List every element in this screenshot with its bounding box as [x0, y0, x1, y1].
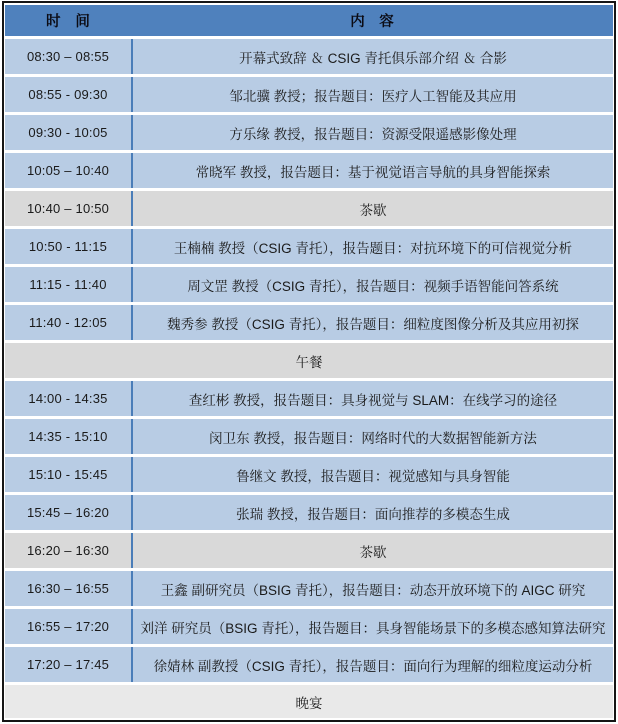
- time-cell: 15:10 - 15:45: [28, 467, 108, 482]
- content-cell: 刘洋 研究员（BSIG 青托），报告题目：具身智能场景下的多模态感知算法研究: [131, 609, 613, 644]
- schedule-row: [5, 381, 613, 416]
- schedule-row: [5, 115, 613, 150]
- time-cell: 14:00 - 14:35: [28, 391, 108, 406]
- schedule-row: [5, 305, 613, 340]
- content-cell: 邹北骥 教授；报告题目：医疗人工智能及其应用: [131, 77, 613, 112]
- content-cell: 开幕式致辞 ＆ CSIG 青托俱乐部介绍 ＆ 合影: [131, 39, 613, 74]
- content-cell: 徐婧林 副教授（CSIG 青托），报告题目：面向行为理解的细粒度运动分析: [131, 647, 613, 682]
- content-cell: 查红彬 教授，报告题目：具身视觉与 SLAM：在线学习的途径: [131, 381, 613, 416]
- time-cell: 16:55 – 17:20: [26, 619, 110, 634]
- schedule-row-merged: [5, 685, 613, 718]
- time-cell: 10:40 – 10:50: [26, 201, 110, 216]
- content-cell: 茶歇: [131, 191, 613, 226]
- schedule-row: [5, 267, 613, 302]
- content-cell: 闵卫东 教授，报告题目：网络时代的大数据智能新方法: [131, 419, 613, 454]
- content-cell: 方乐缘 教授，报告题目：资源受限遥感影像处理: [131, 115, 613, 150]
- content-cell: 魏秀参 教授（CSIG 青托），报告题目：细粒度图像分析及其应用初探: [131, 305, 613, 340]
- time-cell: 10:50 - 11:15: [28, 239, 108, 254]
- time-cell: 11:40 - 12:05: [28, 315, 108, 330]
- time-cell: 11:15 - 11:40: [29, 277, 107, 292]
- time-cell: 16:30 – 16:55: [26, 581, 110, 596]
- merged-label: 晚宴: [295, 695, 323, 711]
- time-cell: 14:35 - 15:10: [28, 429, 108, 444]
- content-cell: 茶歇: [131, 533, 613, 568]
- schedule-row: [5, 229, 613, 264]
- time-cell: 16:20 – 16:30: [26, 543, 110, 558]
- schedule-row: [5, 647, 613, 682]
- time-cell: 17:20 – 17:45: [26, 657, 110, 672]
- column-header-content: 内 容: [350, 14, 394, 30]
- schedule-row: [5, 457, 613, 492]
- content-cell: 张瑞 教授，报告题目：面向推荐的多模态生成: [131, 495, 613, 530]
- schedule-row: [5, 153, 613, 188]
- schedule-row: [5, 533, 613, 568]
- schedule-row-merged: [5, 343, 613, 378]
- table-header-row: [5, 5, 613, 36]
- schedule-row: [5, 495, 613, 530]
- schedule-row: [5, 191, 613, 226]
- merged-label: 午餐: [295, 354, 323, 370]
- time-cell: 09:30 - 10:05: [28, 125, 108, 140]
- time-cell: 08:55 - 09:30: [28, 87, 108, 102]
- content-cell: 鲁继文 教授，报告题目：视觉感知与具身智能: [131, 457, 613, 492]
- time-cell: 08:30 – 08:55: [26, 49, 110, 64]
- schedule-row: [5, 609, 613, 644]
- content-cell: 王楠楠 教授（CSIG 青托），报告题目：对抗环境下的可信视觉分析: [131, 229, 613, 264]
- schedule-row: [5, 77, 613, 112]
- content-cell: 王鑫 副研究员（BSIG 青托），报告题目：动态开放环境下的 AIGC 研究: [131, 571, 613, 606]
- schedule-row: [5, 571, 613, 606]
- schedule-table: [2, 1, 616, 722]
- time-cell: 10:05 – 10:40: [26, 163, 110, 178]
- schedule-row: [5, 39, 613, 74]
- time-cell: 15:45 – 16:20: [26, 505, 110, 520]
- content-cell: 周文罡 教授（CSIG 青托），报告题目：视频手语智能问答系统: [131, 267, 613, 302]
- content-cell: 常晓军 教授，报告题目：基于视觉语言导航的具身智能探索: [131, 153, 613, 188]
- schedule-row: [5, 419, 613, 454]
- column-header-time: 时 间: [45, 14, 91, 30]
